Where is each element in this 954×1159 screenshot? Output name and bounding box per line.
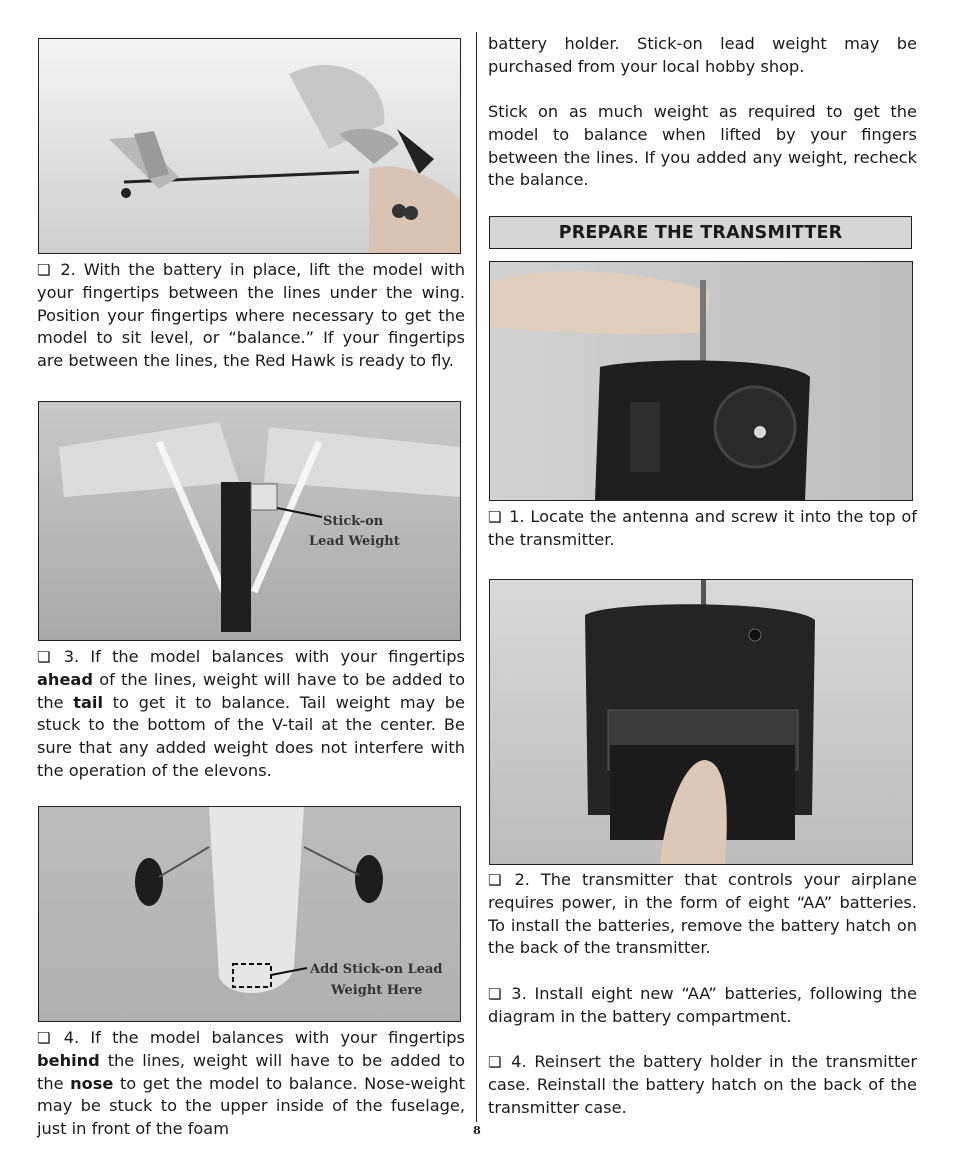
step-4-text-part1: 4. If the model balances with your fingertips <box>63 1028 465 1047</box>
checkbox-icon: ❏ <box>488 871 502 889</box>
photo-nose-weight <box>38 806 461 1022</box>
page-number: 8 <box>473 1124 481 1137</box>
stick-on-text: Stick on as much weight as required to get the model to balance when lifted by your fingers between the lines. If you added any weight, recheck the balance. <box>488 102 917 190</box>
step-4-text-part2: the lines, weight will have to be added to the <box>37 1050 465 1093</box>
section-heading-text: PREPARE THE TRANSMITTER <box>558 222 843 243</box>
callout-weight-here: Weight Here <box>331 983 423 998</box>
step-3-text-part2: of the lines, weight will have to be added to the <box>37 669 465 712</box>
continuation-text: battery holder. Stick-on lead weight may be purchased from your local hobby shop. <box>488 34 917 76</box>
step-3-bold-ahead: ahead <box>37 669 93 689</box>
step-4-bold-nose: nose <box>70 1073 114 1093</box>
section-heading <box>489 216 912 249</box>
checkbox-icon: ❏ <box>488 508 502 526</box>
tx-step-2-paragraph <box>488 869 917 960</box>
tx-step-3-text: 3. Install eight new “AA” batteries, following the diagram in the battery compartment. <box>488 984 917 1026</box>
checkbox-icon: ❏ <box>37 261 51 279</box>
tx-step-4-text: 4. Reinsert the battery holder in the transmitter case. Reinstall the battery hatch on the back of the transmitter case. <box>488 1052 917 1117</box>
tx-step-4-paragraph <box>488 1051 917 1119</box>
photo-antenna <box>489 261 913 501</box>
column-divider <box>476 32 477 1122</box>
continuation-paragraph <box>488 33 917 79</box>
callout-lead-weight: Lead Weight <box>309 534 400 549</box>
tx-step-1-text: 1. Locate the antenna and screw it into the top of the transmitter. <box>488 507 917 549</box>
checkbox-icon: ❏ <box>37 648 51 666</box>
tx-step-3-paragraph <box>488 983 917 1029</box>
photo-model-balance-fingertips <box>38 38 461 254</box>
tx-step-1-paragraph <box>488 506 917 552</box>
callout-add-lead: Add Stick-on Lead <box>310 962 443 977</box>
photo-tail-weight <box>38 401 461 641</box>
stick-on-paragraph <box>488 101 917 192</box>
step-3-paragraph <box>37 646 465 783</box>
step-2-paragraph <box>37 259 465 373</box>
step-2-text: 2. With the battery in place, lift the model with your fingertips between the lines under the wing. Position your fingertips where necessary to get the model to sit level, or “balance.” If your fingertips are between the lines, the Red Hawk is ready to fly. <box>37 260 465 371</box>
step-4-bold-behind: behind <box>37 1050 100 1070</box>
step-4-text-part3: to get the model to balance. Nose-weight may be stuck to the upper inside of the fuselage, just in front of the foam <box>37 1073 465 1139</box>
step-3-text-part3: to get it to balance. Tail weight may be stuck to the bottom of the V-tail at the center. Be sure that any added weight does not interfere with the operation of the elevons. <box>37 692 465 780</box>
checkbox-icon: ❏ <box>488 1053 502 1071</box>
tx-step-2-text: 2. The transmitter that controls your airplane requires power, in the form of eight “AA” batteries. To install the batteries, remove the battery hatch on the back of the transmitter. <box>488 870 917 958</box>
callout-stick-on: Stick-on <box>323 514 384 529</box>
photo-battery-hatch <box>489 579 913 865</box>
step-3-bold-tail: tail <box>73 692 103 712</box>
checkbox-icon: ❏ <box>488 985 502 1003</box>
checkbox-icon: ❏ <box>37 1029 51 1047</box>
step-3-text-part1: 3. If the model balances with your fingertips <box>63 647 465 666</box>
